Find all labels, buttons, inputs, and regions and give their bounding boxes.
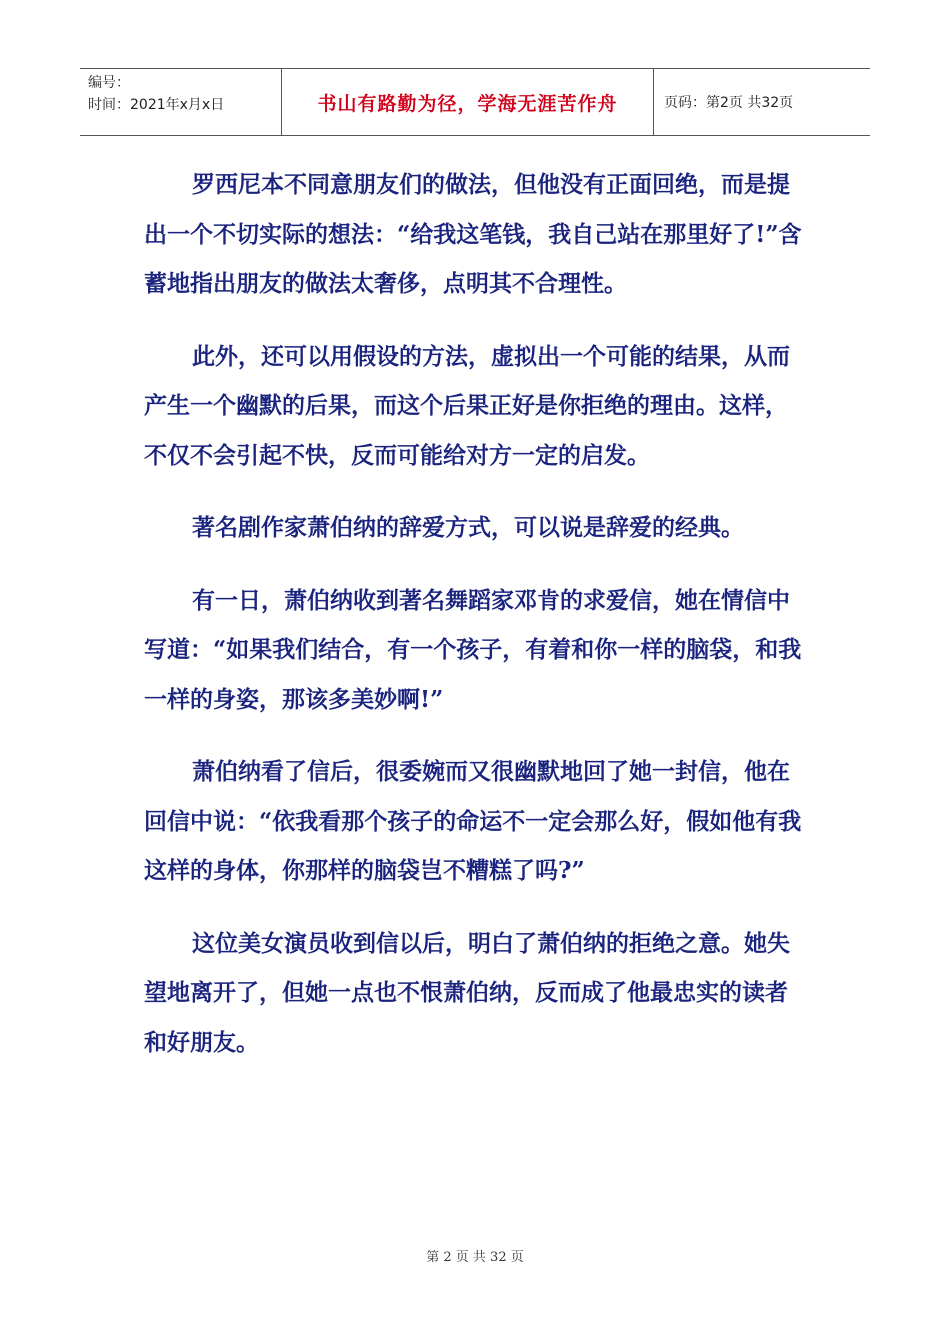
paragraph: 此外，还可以用假设的方法，虚拟出一个可能的结果，从而产生一个幽默的后果，而这个后果正好是你拒绝的理由。这样，不仅不会引起不快，反而可能给对方一定的启发。 (144, 342, 790, 469)
paragraph: 罗西尼本不同意朋友们的做法，但他没有正面回绝，而是提出一个不切实际的想法：“给我这笔钱，我自己站在那里好了!”含蓄地指出朋友的做法太奢侈，点明其不合理性。 (144, 171, 802, 297)
document-number-label: 编号： (88, 75, 130, 91)
paragraph: 萧伯纳看了信后，很委婉而又很幽默地回了她一封信，他在回信中说：“依我看那个孩子的命运不一定会那么好，假如他有我这样的身体，你那样的脑袋岂不糟糕了吗?” (144, 758, 802, 884)
header-meta (80, 69, 282, 135)
document-date: 时间：2021年x月x日 (88, 97, 225, 113)
article-body (144, 160, 804, 1090)
header-motto: 书山有路勤为径，学海无涯苦作舟 (282, 69, 654, 135)
page-footer: 第 2 页 共 32 页 (426, 1250, 524, 1265)
page-header (80, 68, 870, 136)
paragraph: 有一日，萧伯纳收到著名舞蹈家邓肯的求爱信，她在情信中写道：“如果我们结合，有一个孩子，有着和你一样的脑袋，和我一样的身姿，那该多美妙啊!” (144, 586, 802, 713)
paragraph: 著名剧作家萧伯纳的辞爱方式，可以说是辞爱的经典。 (192, 514, 744, 541)
header-page-info: 页码：第2页 共32页 (664, 95, 794, 111)
paragraph: 这位美女演员收到信以后，明白了萧伯纳的拒绝之意。她失望地离开了，但她一点也不恨萧伯纳，反而成了他最忠实的读者和好朋友。 (144, 929, 790, 1056)
